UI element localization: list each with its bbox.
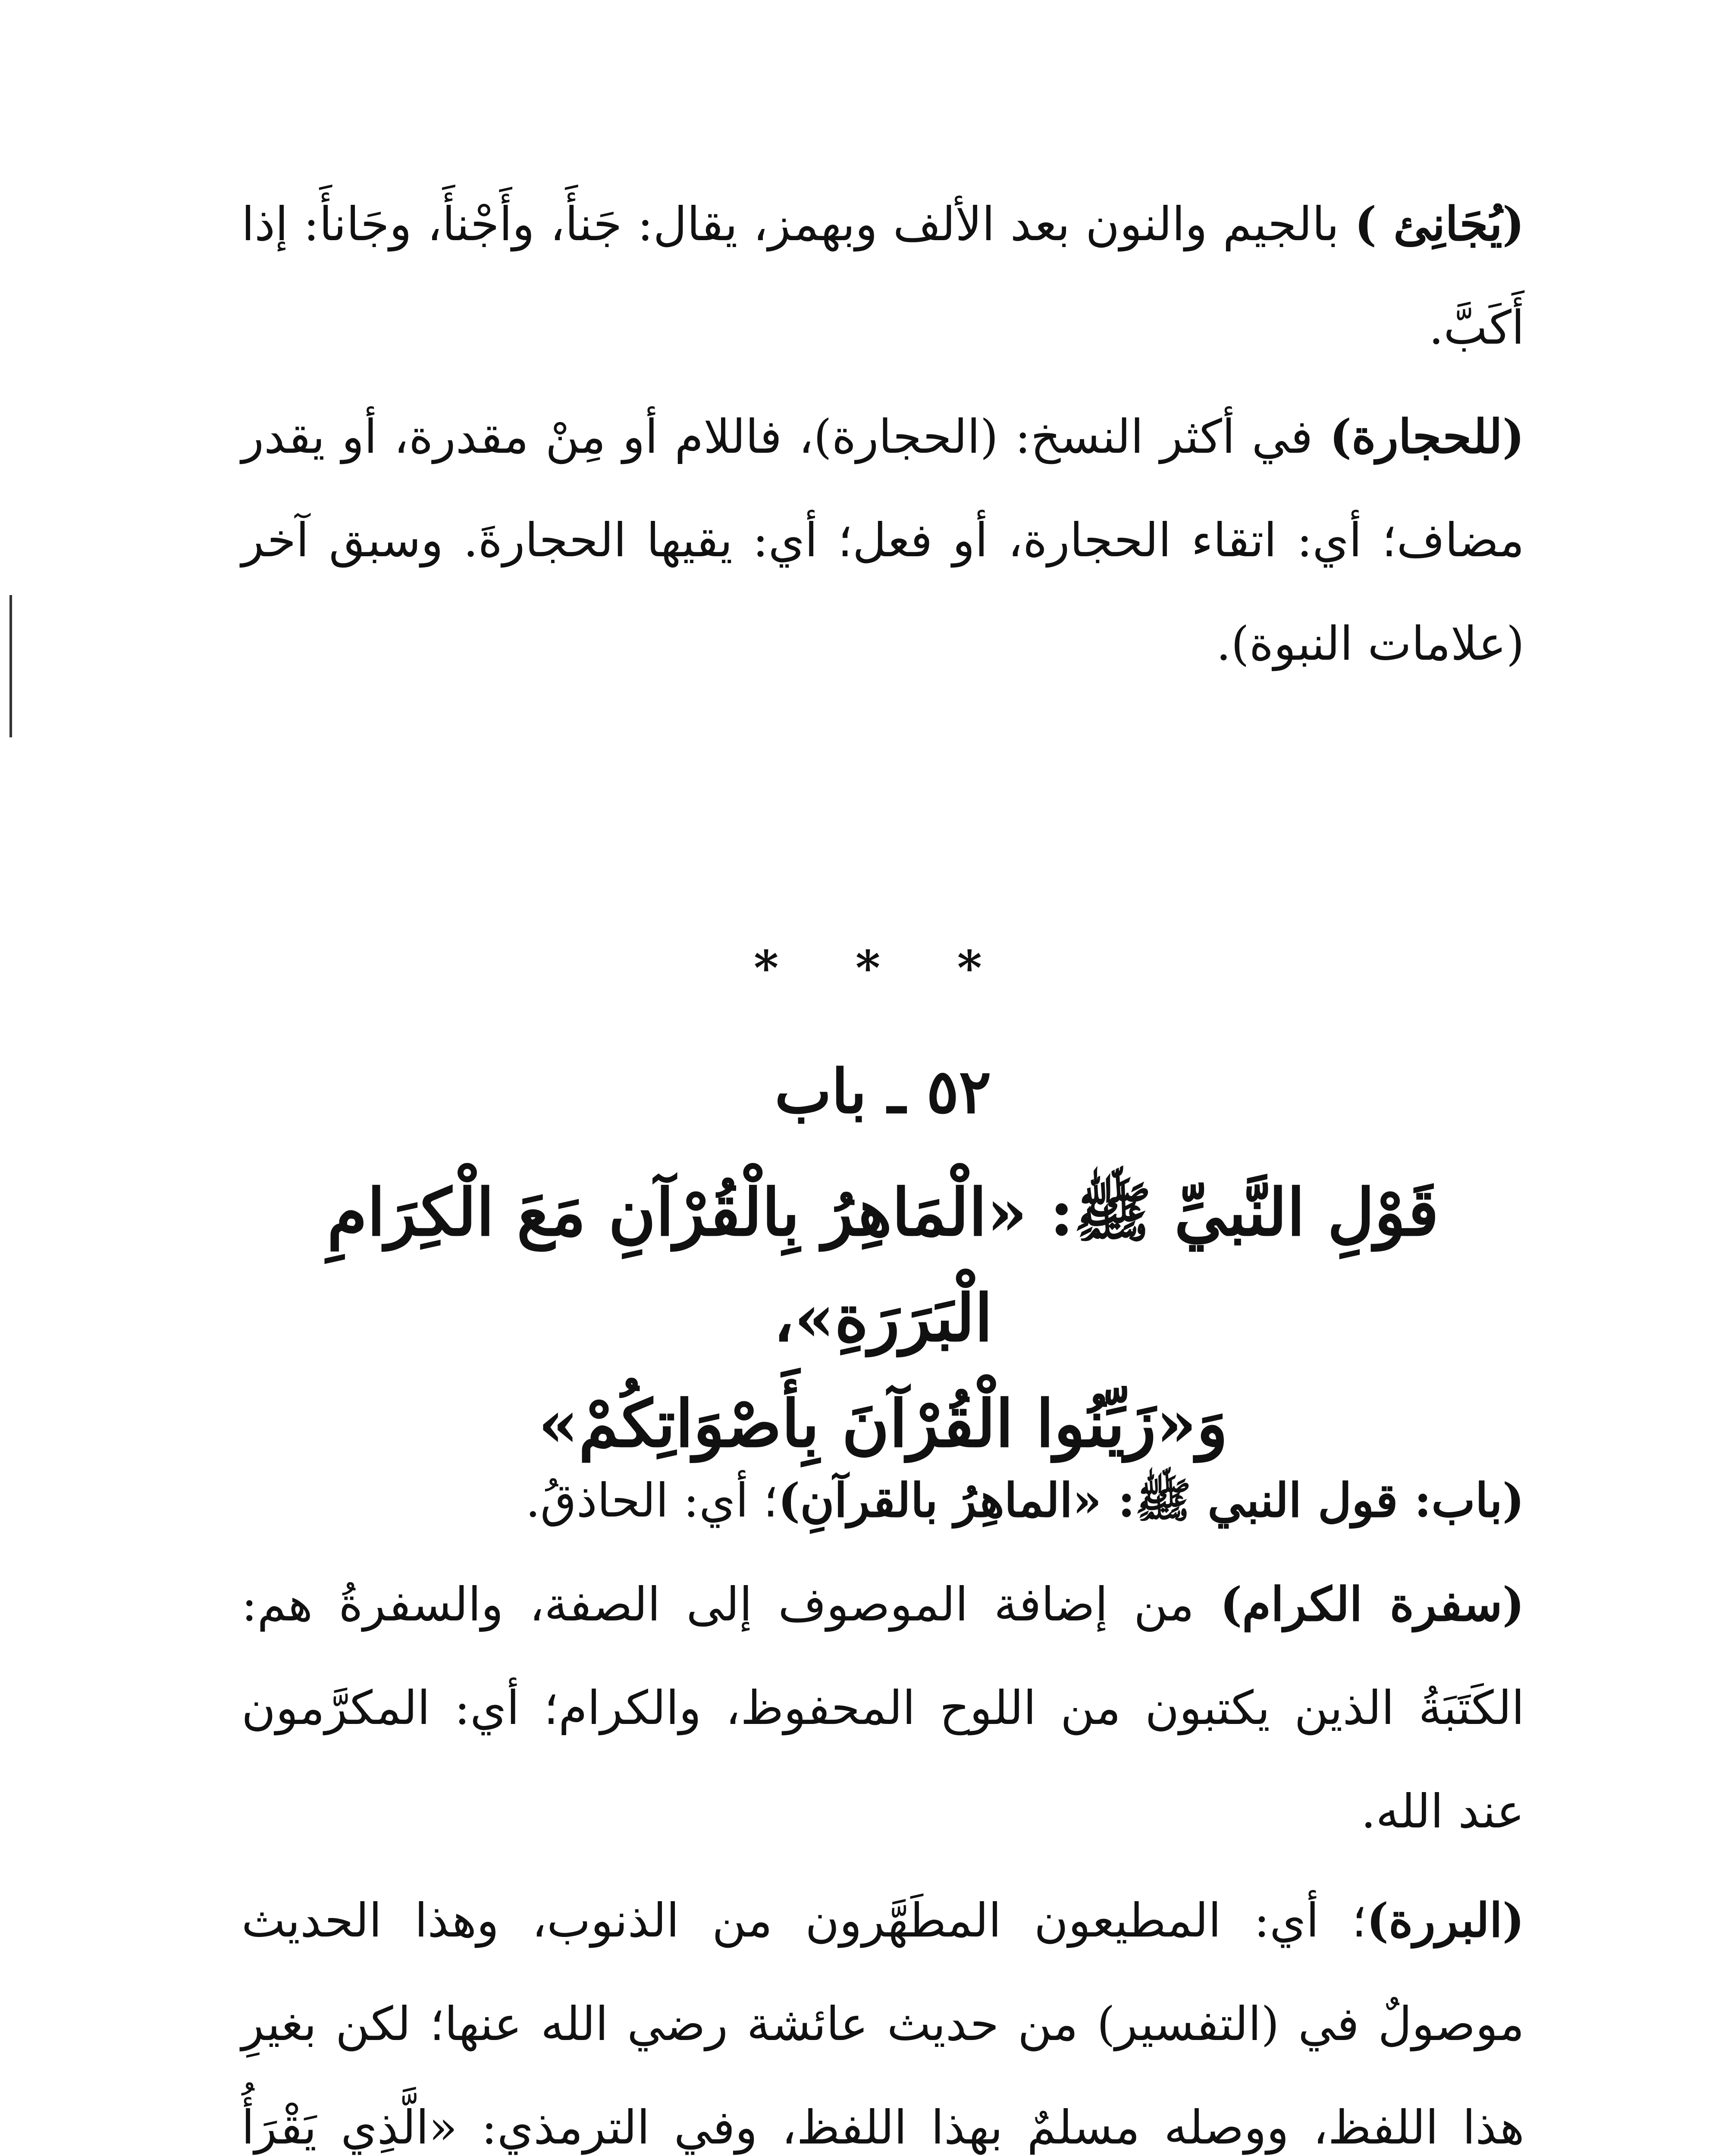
upper-text-block: [241, 172, 1524, 696]
section-separator: * * *: [753, 940, 1013, 996]
paragraph-safara-text: من إضافة الموصوف إلى الصفة، والسفرةُ هم: الكَتَبَةُ الذين يكتبون من اللوح المحفوظ، والكرام؛ أي: المكرَّمون عند الله.: [241, 1578, 1524, 1839]
paragraph-bab-text: ؛ أي: الحاذقُ.: [525, 1474, 778, 1528]
chapter-title-line-2: وَ«زَيِّنُوا الْقُرْآنَ بِأَصْوَاتِكُمْ»: [538, 1386, 1228, 1462]
term-hijara: (للحجارة): [1330, 410, 1524, 464]
term-safara: (سفرة الكرام): [1220, 1577, 1524, 1632]
term-yujanii: (يُجَانِئ ): [1355, 197, 1524, 251]
paragraph-hijara-text: في أكثر النسخ: (الحجارة)، فاللام أو مِنْ مقدرة، أو يقدر مضاف؛ أي: اتقاء الحجارة، أو فعل؛ أي: يقيها الحجارةَ. وسبق آخر (علامات النبوة).: [241, 410, 1524, 671]
paragraph-hijara: [241, 385, 1524, 696]
page-edge-mark: [9, 595, 12, 737]
paragraph-bab: [241, 1449, 1524, 1553]
chapter-title-line-1: قَوْلِ النَّبيِّ ﷺ: «الْمَاهِرُ بِالْقُرْآنِ مَعَ الْكِرَامِ الْبَرَرَةِ»،: [327, 1175, 1439, 1356]
term-barara: (البررة): [1366, 1893, 1524, 1948]
paragraph-safara: [241, 1553, 1524, 1864]
chapter-number: ٥٢ ـ باب: [774, 1056, 991, 1127]
lower-text-block: [241, 1449, 1524, 2156]
paragraph-barara: [241, 1869, 1524, 2156]
paragraph-barara-text: ؛ أي: المطيعون المطَهَّرون من الذنوب، وهذا الحديث موصولٌ في (التفسير) من حديث عائشة رضي الله عنها؛ لكن بغيرِ هذا اللفظ، ووصله مسلمٌ بهذا اللفظ، وفي الترمذي: «الَّذِي يَقْرَأُ: [241, 1894, 1524, 2155]
paragraph-yujanii-text: بالجيم والنون بعد الألف وبهمز، يقال: جَنأَ، وأَجْنأَ، وجَانأَ: إذا أَكَبَّ.: [241, 197, 1524, 355]
chapter-title: [241, 1160, 1524, 1477]
book-page: [241, 172, 1524, 2156]
term-bab: (باب: قول النبي ﷺ: «الماهِرُ بالقرآنِ): [778, 1473, 1524, 1528]
paragraph-yujanii: [241, 172, 1524, 380]
